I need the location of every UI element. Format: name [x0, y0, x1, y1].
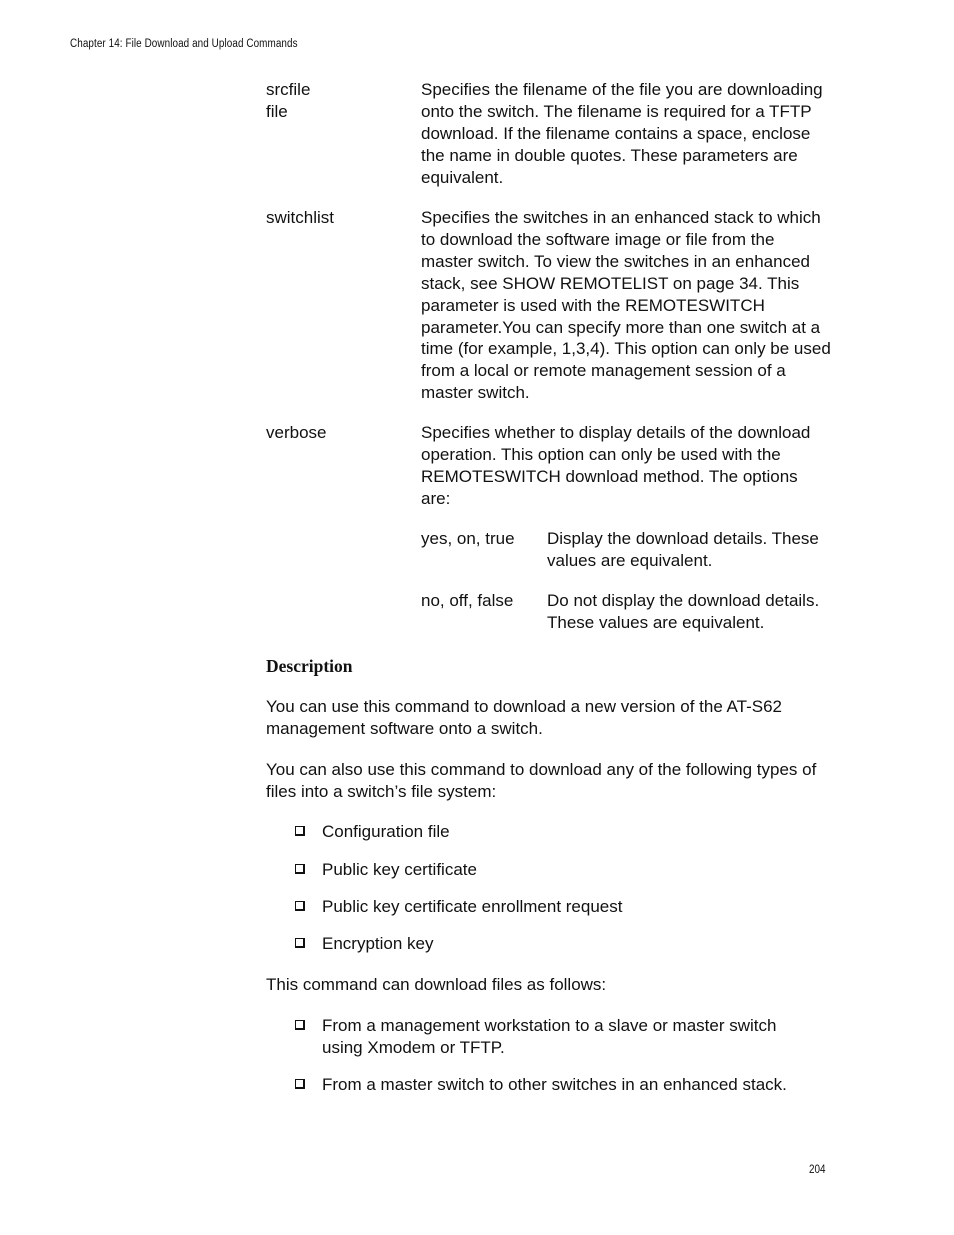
param-name-line: file: [266, 101, 288, 121]
checkbox-bullet-icon: [295, 938, 305, 948]
option-name: yes, on, true: [421, 529, 515, 548]
checkbox-bullet-icon: [295, 864, 305, 874]
description-paragraph: You can use this command to download a new version of the AT-S62 management software onto a switch.: [266, 697, 782, 738]
param-name: [266, 79, 416, 123]
list-item-text: Public key certificate enrollment request: [322, 897, 623, 916]
checkbox-bullet-icon: [295, 1079, 305, 1089]
list-item-text: Encryption key: [322, 934, 434, 953]
option-description: Display the download details. These values are equivalent.: [547, 529, 819, 570]
option-name: no, off, false: [421, 591, 514, 610]
checkbox-bullet-icon: [295, 901, 305, 911]
param-name: [266, 207, 416, 229]
checkbox-bullet-icon: [295, 826, 305, 836]
list-item-text: From a management workstation to a slave or master switch using Xmodem or TFTP.: [322, 1016, 777, 1057]
param-name-line: srcfile: [266, 80, 311, 99]
param-name-line: switchlist: [266, 208, 335, 227]
chapter-header: Chapter 14: File Download and Upload Commands: [70, 38, 298, 50]
description-paragraph: You can also use this command to download any of the following types of files into a switch’s file system:: [266, 760, 817, 801]
list-item-text: From a master switch to other switches in an enhanced stack.: [322, 1075, 787, 1094]
description-paragraph: This command can download files as follows:: [266, 975, 607, 994]
page-number: 204: [809, 1164, 826, 1176]
param-name: [266, 422, 416, 444]
param-name-line: verbose: [266, 423, 327, 442]
list-item-text: Public key certificate: [322, 860, 477, 879]
list-item-text: Configuration file: [322, 822, 450, 841]
checkbox-bullet-icon: [295, 1020, 305, 1030]
param-description: Specifies the switches in an enhanced stack to which to download the software image or file from the master switch. To view the switches in an enhanced stack, see SHOW REMOTELIST on page 34. This parameter is used with the REMOTESWITCH parameter.You can specify more than one switch at a time (for example, 1,3,4). This option can only be used from a local or remote management session of a master switch.: [421, 208, 831, 403]
param-description: Specifies whether to display details of the download operation. This option can only be used with the REMOTESWITCH download method. The options are:: [421, 423, 811, 508]
param-description: Specifies the filename of the file you are downloading onto the switch. The filename is required for a TFTP download. If the filename contains a space, enclose the name in double quotes. These parameters are equivalent.: [421, 80, 823, 187]
option-description: Do not display the download details. These values are equivalent.: [547, 591, 820, 632]
section-heading: Description: [266, 656, 353, 676]
